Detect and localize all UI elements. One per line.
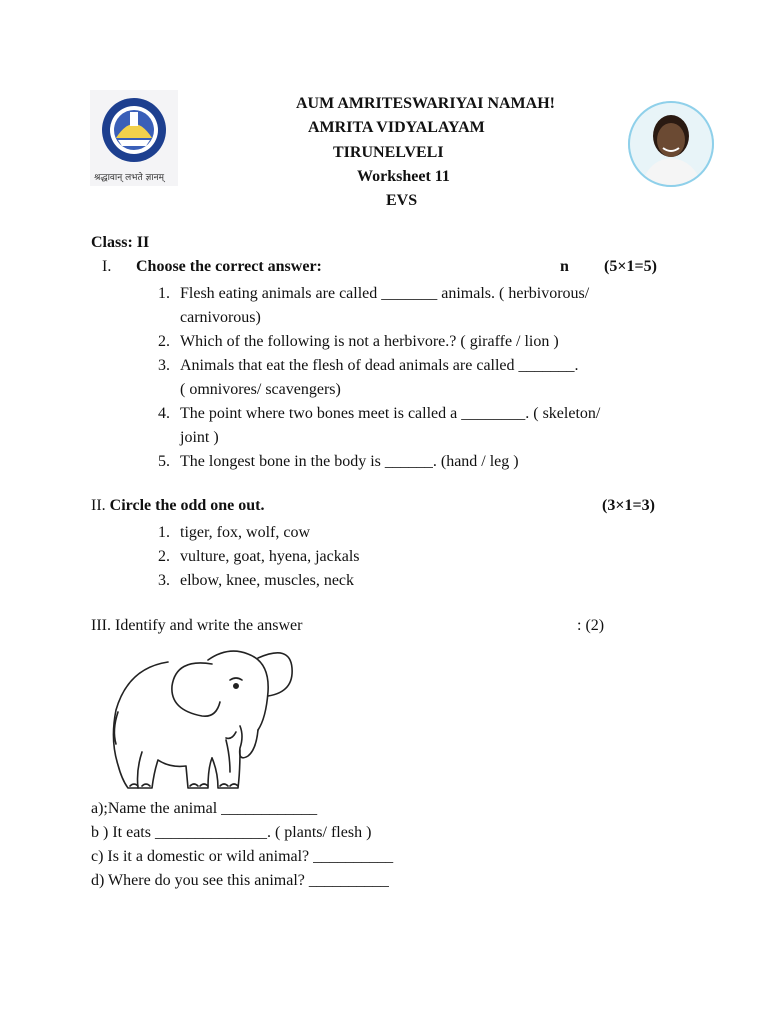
school-logo <box>90 90 178 186</box>
elephant-image <box>108 640 298 795</box>
section2-title: Circle the odd one out. <box>109 497 265 514</box>
item-text: vulture, goat, hyena, jackals <box>180 548 360 565</box>
question-3-cont: ( omnivores/ scavengers) <box>180 381 341 398</box>
section2-roman: II. <box>91 497 106 514</box>
portrait-photo-icon <box>627 100 715 188</box>
question-text: Flesh eating animals are called _______ animals. ( herbivorous/ <box>180 285 590 302</box>
logo-motto: श्रद्धावान् लभते ज्ञानम् <box>94 173 164 183</box>
header-line-2: AMRITA VIDYALAYAM <box>308 119 485 136</box>
question-text: Which of the following is not a herbivore.? ( giraffe / lion ) <box>180 333 559 350</box>
section1-roman: I. <box>102 258 112 275</box>
question-5 <box>158 450 519 474</box>
answer-d: d) Where do you see this animal? __________ <box>91 872 389 889</box>
odd-item-3 <box>158 569 354 593</box>
question-number: 5. <box>158 453 170 470</box>
odd-item-1 <box>158 521 310 545</box>
question-2 <box>158 330 559 354</box>
section2-marks: (3×1=3) <box>602 497 655 514</box>
section2-heading <box>91 497 264 515</box>
answer-c: c) Is it a domestic or wild animal? __________ <box>91 848 394 865</box>
elephant-drawing-icon <box>108 640 298 795</box>
answer-b: b ) It eats ______________. ( plants/ flesh ) <box>91 824 372 841</box>
header-line-5: EVS <box>386 192 418 209</box>
question-text: The longest bone in the body is ______. (hand / leg ) <box>180 453 519 470</box>
header-line-3: TIRUNELVELI <box>333 144 444 161</box>
portrait <box>627 100 715 188</box>
question-text: The point where two bones meet is called a ________. ( skeleton/ <box>180 405 601 422</box>
section3-marks: : (2) <box>577 617 605 634</box>
question-number: 2. <box>158 333 170 350</box>
question-text: Animals that eat the flesh of dead animals are called _______. <box>180 357 579 374</box>
answer-a: a);Name the animal ____________ <box>91 800 318 817</box>
question-number: 4. <box>158 405 170 422</box>
item-number: 3. <box>158 572 170 589</box>
class-label: Class: II <box>91 234 150 251</box>
item-number: 2. <box>158 548 170 565</box>
section1-title: Choose the correct answer: <box>136 258 322 275</box>
header-line-4: Worksheet 11 <box>357 168 450 185</box>
item-text: tiger, fox, wolf, cow <box>180 524 310 541</box>
section1-stray-mark: n <box>560 258 569 275</box>
question-1 <box>158 282 589 306</box>
item-text: elbow, knee, muscles, neck <box>180 572 355 589</box>
question-1-cont: carnivorous) <box>180 309 261 326</box>
header-line-1: AUM AMRITESWARIYAI NAMAH! <box>296 95 555 112</box>
odd-item-2 <box>158 545 360 569</box>
question-number: 1. <box>158 285 170 302</box>
question-4 <box>158 402 600 426</box>
question-4-cont: joint ) <box>180 429 219 446</box>
question-number: 3. <box>158 357 170 374</box>
section1-marks: (5×1=5) <box>604 258 657 275</box>
section3-title: III. Identify and write the answer <box>91 617 303 634</box>
item-number: 1. <box>158 524 170 541</box>
question-3 <box>158 354 579 378</box>
